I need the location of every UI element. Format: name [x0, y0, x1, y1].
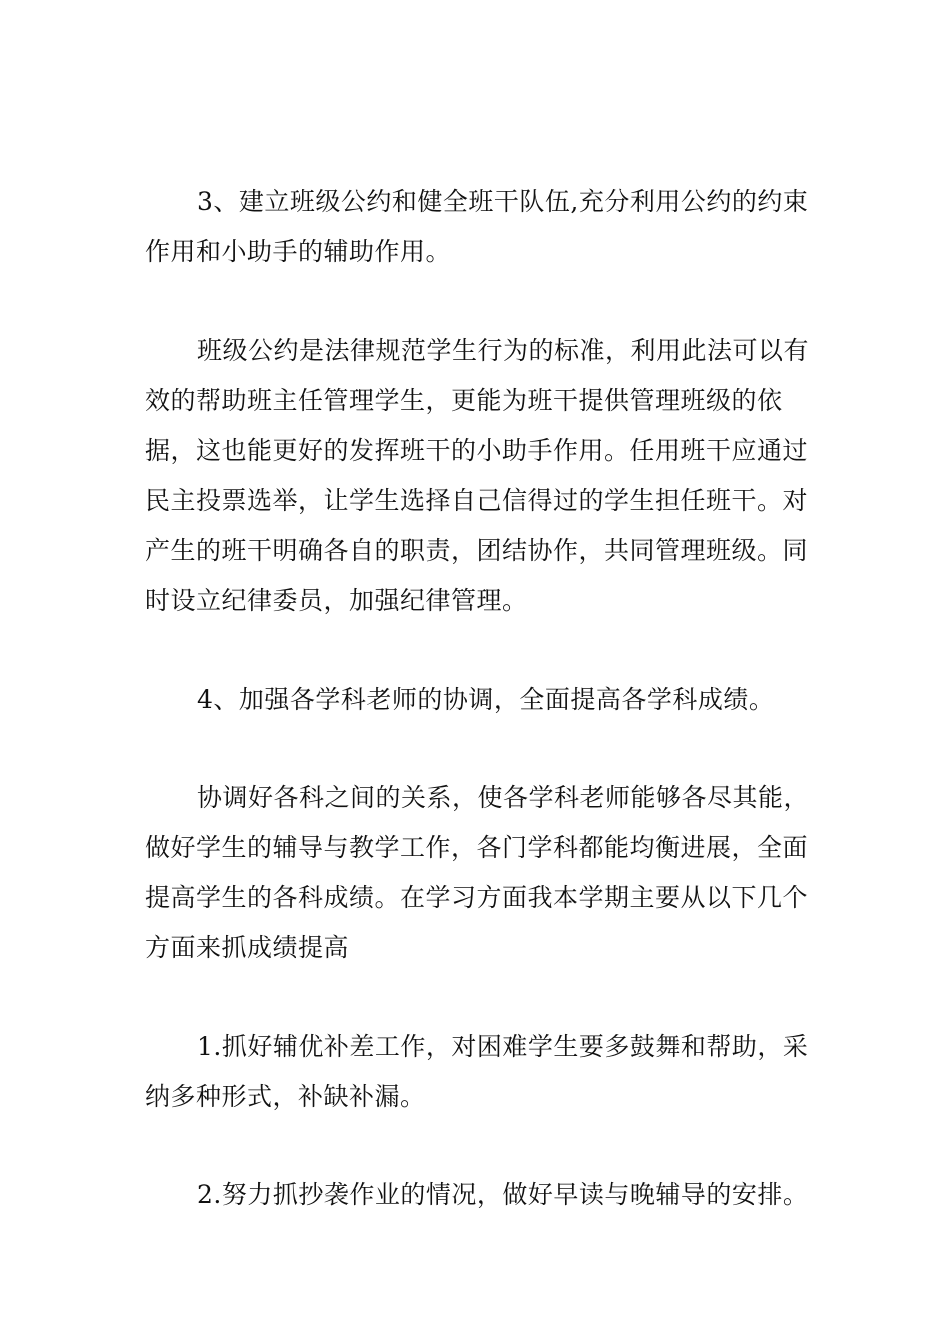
- paragraph-teacher-coordination-heading: 4、加强各学科老师的协调，全面提高各学科成绩。: [197, 685, 775, 714]
- paragraph-class-rules-body: 班级公约是法律规范学生行为的标准，利用此法可以有效的帮助班主任管理学生，更能为班干提供管理班级的依据，这也能更好的发挥班干的小助手作用。任用班干应通过民主投票选举，让学生选择自己信得过的学生担任班干。对产生的班干明确各自的职责，团结协作，共同管理班级。同时设立纪律委员，加强纪律管理。: [145, 336, 810, 615]
- paragraph-class-rules-heading: 3、建立班级公约和健全班干队伍,充分利用公约的约束作用和小助手的辅助作用。: [145, 187, 809, 266]
- paragraph-list-item-1: 1.抓好辅优补差工作，对困难学生要多鼓舞和帮助，采纳多种形式，补缺补漏。: [145, 1032, 809, 1111]
- paragraph-list-item-2: 2.努力抓抄袭作业的情况，做好早读与晚辅导的安排。: [197, 1180, 809, 1209]
- paragraph-teacher-coordination-body: 协调好各科之间的关系，使各学科老师能够各尽其能，做好学生的辅导与教学工作，各门学科都能均衡进展，全面提高学生的各科成绩。在学习方面我本学期主要从以下几个方面来抓成绩提高: [145, 783, 810, 962]
